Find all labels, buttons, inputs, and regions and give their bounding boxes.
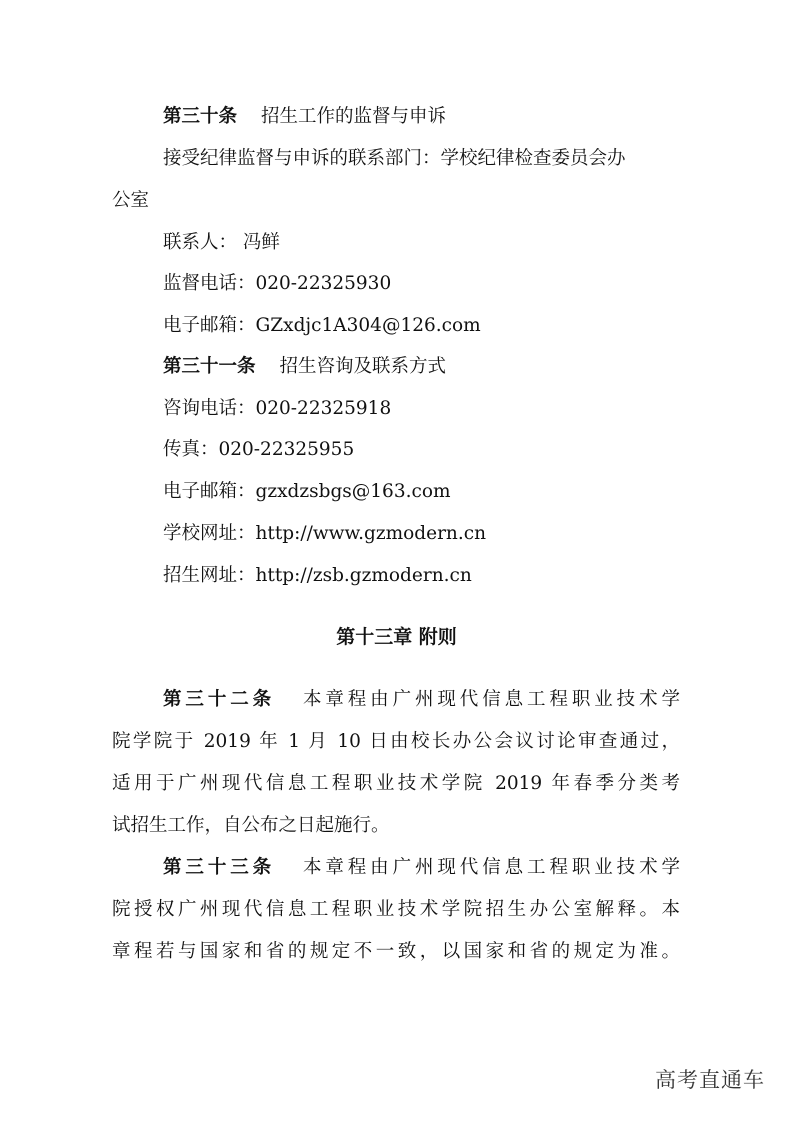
article-31-title: 招生咨询及联系方式 bbox=[279, 356, 447, 377]
article-32-line-3: 适用于广州现代信息工程职业技术学院 2019 年春季分类考 bbox=[112, 773, 680, 794]
supervision-phone: 监督电话：020-22325930 bbox=[163, 273, 392, 294]
article-32-line-1: 第三十二条 本章程由广州现代信息工程职业技术学 bbox=[163, 689, 680, 710]
article-32-line-2: 院学院于 2019 年 1 月 10 日由校长办公会议讨论审查通过， bbox=[112, 731, 680, 752]
article-33-line-3: 章程若与国家和省的规定不一致，以国家和省的规定为准。 bbox=[112, 941, 680, 962]
article-30-heading: 第三十条 bbox=[163, 106, 238, 127]
admission-website: 招生网址：http://zsb.gzmodern.cn bbox=[163, 565, 472, 586]
watermark-logo: 高考直通车 bbox=[655, 1068, 765, 1092]
article-32-heading: 第三十二条 bbox=[163, 689, 276, 710]
chapter-13-title: 第十三章 附则 bbox=[336, 626, 457, 648]
article-33-line-2: 院授权广州现代信息工程职业技术学院招生办公室解释。本 bbox=[112, 899, 680, 920]
article-31-heading: 第三十一条 bbox=[163, 356, 256, 377]
contact-person: 联系人： 冯鲜 bbox=[163, 232, 280, 253]
article-33-line-1: 第三十三条 本章程由广州现代信息工程职业技术学 bbox=[163, 857, 680, 878]
consult-phone: 咨询电话：020-22325918 bbox=[163, 398, 392, 419]
office-email: 电子邮箱：gzxdzsbgs@163.com bbox=[163, 481, 451, 502]
school-website: 学校网址：http://www.gzmodern.cn bbox=[163, 523, 486, 544]
article-33-heading: 第三十三条 bbox=[163, 857, 276, 878]
article-32-line-4: 试招生工作，自公布之日起施行。 bbox=[112, 815, 390, 836]
article-31 bbox=[163, 353, 680, 381]
dept-line-1: 接受纪律监督与申诉的联系部门：学校纪律检查委员会办 bbox=[163, 148, 626, 169]
article-30-title: 招生工作的监督与申诉 bbox=[261, 106, 447, 127]
supervision-email: 电子邮箱：GZxdjc1A304@126.com bbox=[163, 315, 481, 336]
dept-line-2: 公室 bbox=[112, 190, 150, 211]
article-30 bbox=[163, 103, 680, 131]
fax: 传真：020-22325955 bbox=[163, 439, 355, 460]
